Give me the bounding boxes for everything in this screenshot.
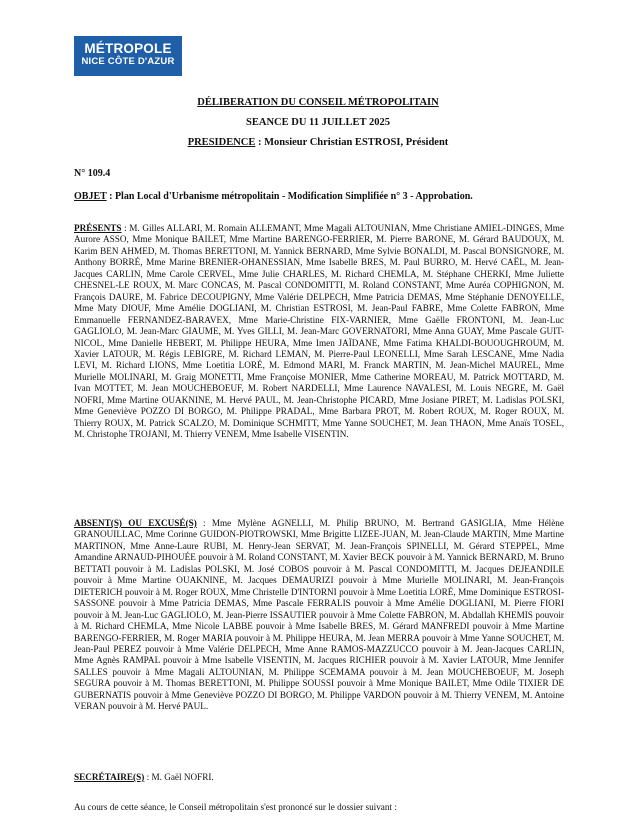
objet-value: : Plan Local d'Urbanisme métropolitain - Modification Simplifiée n° 3 - Approbation.: [109, 191, 473, 202]
secretaire-line: [74, 772, 564, 783]
presidence-label: PRESIDENCE: [187, 137, 256, 148]
logo-line2: NICE CÔTE D'AZUR: [81, 56, 175, 67]
absents-label: ABSENT(S) OU EXCUSÉ(S): [74, 518, 197, 528]
metropole-logo: [74, 36, 182, 76]
objet-label: OBJET: [74, 191, 107, 202]
absents-paragraph: [74, 518, 564, 713]
seance-date: SEANCE DU 11 JUILLET 2025: [246, 117, 390, 128]
secretaire-text: : M. Gaël NOFRI.: [144, 772, 214, 782]
deliberation-number: N° 109.4: [74, 168, 111, 179]
footer-sentence: Au cours de cette séance, le Conseil métropolitain s'est prononcé sur le dossier suivant :: [74, 802, 397, 812]
presidence-value: : Monsieur Christian ESTROSI, Président: [255, 137, 449, 148]
absents-text: : Mme Mylène AGNELLI, M. Philip BRUNO, M. Bertrand GASIGLIA, Mme Hélène GRANOUILLAC, Mme Corinne GUIDON-PIOTROWSKI, Mme Brigitte LIZEE-JUAN, M. Jean-Claude MARTIN, Mme Martine MARTINON, Mme Anne-Laure RUBI, M. Henry-Jean SERVAT, M. Jean-François SPINELLI, M. Gérard STEPPEL, Mme Amandine ARNAUD-PIHOUÉE pouvoir à M. Roland CONSTANT, M. Xavier BECK pouvoir à M. Yannick BERNARD, M. Bruno BETTATI pouvoir à M. Ladislas POLSKI, M. José COBOS pouvoir à M. Pascal CONDOMITTI, M. Jacques DEJEANDILE pouvoir à Mme Martine OUAKNINE, M. Jacques DEMAURIZI pouvoir à Mme Murielle MOLINARI, M. Jean-François DIETERICH pouvoir à M. Roger ROUX, Mme Christelle D'INTORNI pouvoir à Mme Loetitia LORÉ, Mme Dominique ESTROSI-SASSONE pouvoir à Mme Patricia DEMAS, Mme Pascale FERRALIS pouvoir à Mme Amélie DOGLIANI, M. Pierre FIORI pouvoir à M. Jean-Luc GAGLIOLO, M. Jean-Pierre ISSAUTIER pouvoir à Mme Colette FABRON, M. Abdallah KHEMIS pouvoir à M. Richard CHEMLA, Mme Nicole LABBE pouvoir à Mme Isabelle BRES, M. Gérard MANFREDI pouvoir à Mme Martine BARENGO-FERRIER, M. Roger MARIA pouvoir à M. Philippe HEURA, M. Jean MERRA pouvoir à Mme Yanne SOUCHET, M. Jean-Paul PEREZ pouvoir à Mme Valérie DELPECH, Mme Anne RAMOS-MAZZUCCO pouvoir à M. Jean-Jacques CARLIN, Mme Agnès RAMPAL pouvoir à Mme Isabelle VISENTIN, M. Jacques RICHIER pouvoir à M. Xavier LATOUR, Mme Jennifer SALLES pouvoir à Mme Magali ALTOUNIAN, M. Philippe SCEMAMA pouvoir à M. Jean MOUCHEBOEUF, M. Joseph SEGURA pouvoir à M. Thomas BERETTONI, M. Philippe SOUSSI pouvoir à Mme Monique BAILET, Mme Odile TIXIER DE GUBERNATIS pouvoir à Mme Geneviève POZZO DI BORGO, M. Philippe VARDON pouvoir à M. Thierry VENEM, M. Antoine VERAN pouvoir à M. Hervé PAUL.: [74, 518, 564, 712]
presents-text: : M. Gilles ALLARI, M. Romain ALLEMANT, Mme Magali ALTOUNIAN, Mme Christiane AMIEL-DINGES, Mme Aurore ASSO, Mme Monique BAILET, Mme Martine BARENGO-FERRIER, M. Pierre BARONE, M. Gérard BAUDOUX, M. Karim BEN AHMED, M. Thomas BERETTONI, M. Yannick BERNARD, Mme Sylvie BONALDI, M. Pascal BONSIGNORE, M. Anthony BORRÉ, Mme Marine BRENIER-OHANESSIAN, Mme Isabelle BRES, M. Paul BURRO, M. Hervé CAËL, M. Jean-Jacques CARLIN, Mme Carole CERVEL, Mme Julie CHARLES, M. Richard CHEMLA, M. Stéphane CHERKI, Mme Juliette CHESNEL-LE ROUX, M. Marc CONCAS, M. Pascal CONDOMITTI, M. Roland CONSTANT, Mme Auréa COPHIGNON, M. François DAURE, M. Fabrice DECOUPIGNY, Mme Valérie DELPECH, Mme Patricia DEMAS, Mme Stéphanie DENOYELLE, Mme Maty DIOUF, Mme Amélie DOGLIANI, M. Christian ESTROSI, M. Jean-Paul FABRE, Mme Colette FABRON, Mme Emmanuelle FERNANDEZ-BARAVEX, Mme Marie-Christine FIX-VARNIER, Mme Gaëlle FRONTONI, M. Jean-Luc GAGLIOLO, M. Jean-Marc GIAUME, M. Yves GILLI, M. Jean-Marc GOVERNATORI, Mme Anna GUAY, Mme Pascale GUIT-NICOL, Mme Danielle HEBERT, M. Philippe HEURA, Mme Imen JAÏDANE, Mme Fatima KHALDI-BOUOUGHROUM, M. Xavier LATOUR, M. Régis LEBIGRE, M. Richard LEMAN, M. Pierre-Paul LEONELLI, Mme Sarah LESCANE, Mme Nadia LEVI, M. Richard LIONS, Mme Loetitia LORÉ, M. Edmond MARI, M. Franck MARTIN, M. Jean-Michel MAUREL, Mme Murielle MOLINARI, M. Graig MONETTI, Mme Françoise MONIER, Mme Catherine MOREAU, M. Patrick MOTTARD, M. Ivan MOTTET, M. Jean MOUCHEBOEUF, M. Robert NARDELLI, Mme Laurence NAVALESI, M. Louis NEGRE, M. Gaël NOFRI, Mme Martine OUAKNINE, M. Hervé PAUL, M. Jean-Christophe PICARD, Mme Josiane PIRET, M. Ladislas POLSKI, Mme Geneviève POZZO DI BORGO, M. Philippe PRADAL, Mme Barbara PROT, M. Robert ROUX, M. Roger ROUX, M. Thierry ROUX, M. Patrick SCALZO, M. Dominique SCHMITT, Mme Yanne SOUCHET, M. Jean THAON, Mme Anaïs TOSEL, M. Christophe TROJANI, M. Thierry VENEM, Mme Isabelle VISENTIN.: [74, 223, 564, 440]
secretaire-label: SECRÉTAIRE(S): [74, 772, 145, 782]
objet-line: [74, 191, 473, 202]
presidence-line: [0, 137, 636, 148]
presents-label: PRÉSENTS: [74, 223, 122, 233]
presents-paragraph: [74, 223, 564, 441]
deliberation-title: DÉLIBERATION DU CONSEIL MÉTROPOLITAIN: [197, 97, 439, 108]
logo-line1: MÉTROPOLE: [84, 41, 172, 56]
